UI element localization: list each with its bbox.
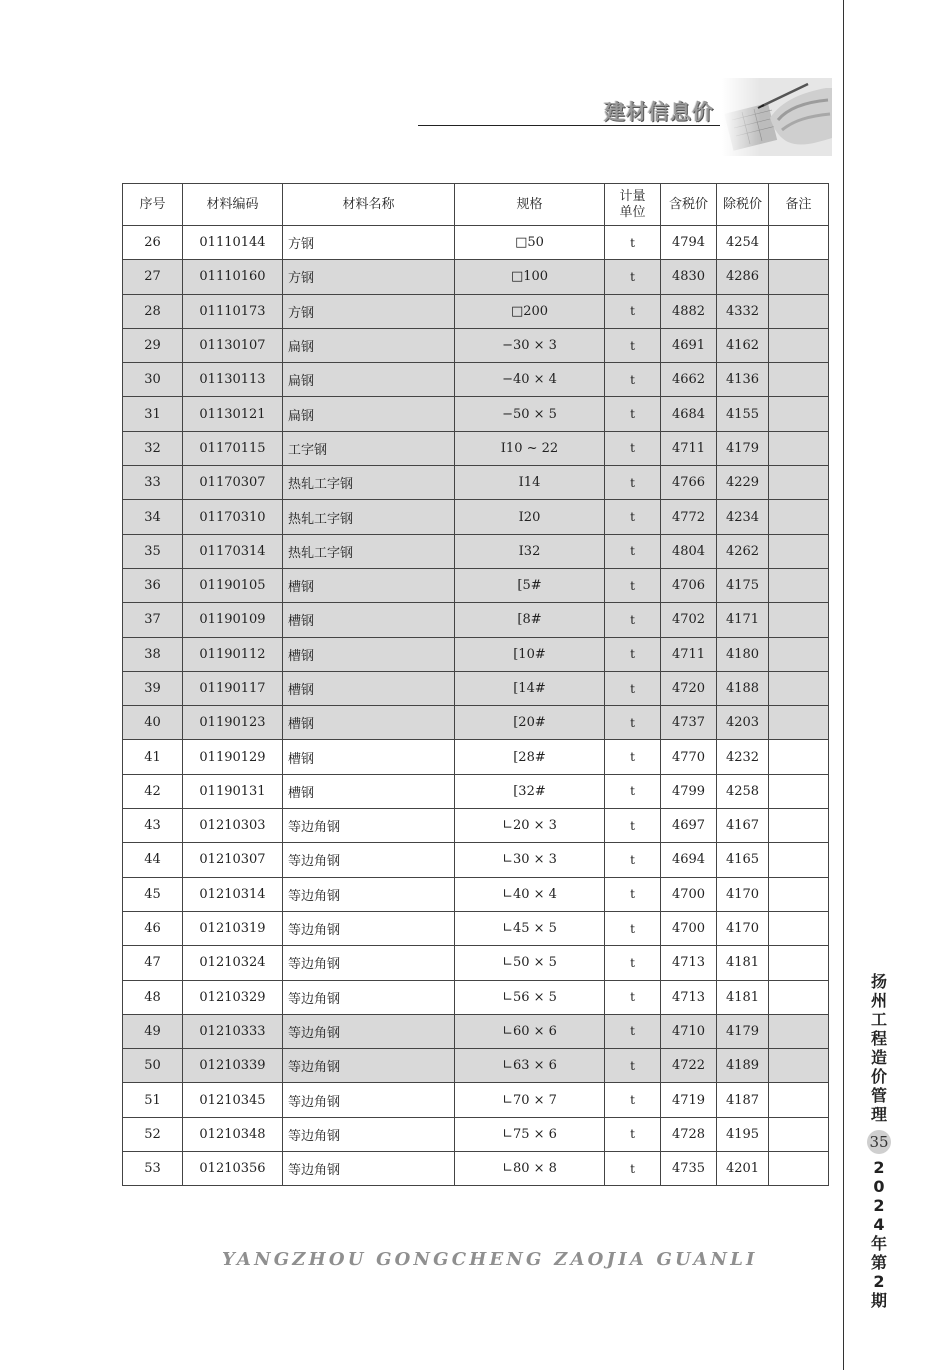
journal-footer: YANGZHOU GONGCHENG ZAOJIA GUANLI [222, 1249, 758, 1270]
cell-name: 工字钢 [283, 431, 455, 465]
cell-tax-price: 4713 [661, 980, 717, 1014]
table-row [123, 1083, 829, 1117]
cell-code: 01210319 [183, 911, 283, 945]
cell-spec: [32# [455, 774, 605, 808]
cell-notax-price: 4180 [717, 637, 769, 671]
cell-note [769, 500, 829, 534]
cell-note [769, 1049, 829, 1083]
cell-note [769, 1083, 829, 1117]
cell-notax-price: 4181 [717, 980, 769, 1014]
cell-unit: t [605, 706, 661, 740]
table-row [123, 500, 829, 534]
cell-name: 热轧工字钢 [283, 534, 455, 568]
cell-tax-price: 4706 [661, 568, 717, 602]
cell-code: 01210345 [183, 1083, 283, 1117]
cell-spec: ∟30 × 3 [455, 843, 605, 877]
cell-tax-price: 4702 [661, 603, 717, 637]
cell-tax-price: 4694 [661, 843, 717, 877]
cell-unit: t [605, 671, 661, 705]
cell-note [769, 740, 829, 774]
cell-no: 34 [123, 500, 183, 534]
cell-no: 37 [123, 603, 183, 637]
cell-name: 槽钢 [283, 637, 455, 671]
cell-note [769, 534, 829, 568]
cell-code: 01110144 [183, 226, 283, 260]
cell-no: 31 [123, 397, 183, 431]
cell-no: 26 [123, 226, 183, 260]
cell-name: 等边角钢 [283, 946, 455, 980]
cell-no: 49 [123, 1014, 183, 1048]
cell-note [769, 294, 829, 328]
cell-code: 01190109 [183, 603, 283, 637]
cell-name: 槽钢 [283, 774, 455, 808]
cell-unit: t [605, 328, 661, 362]
cell-note [769, 363, 829, 397]
cell-unit: t [605, 568, 661, 602]
cell-spec: [5# [455, 568, 605, 602]
cell-no: 29 [123, 328, 183, 362]
cell-unit: t [605, 1117, 661, 1151]
cell-name: 方钢 [283, 226, 455, 260]
table-row [123, 980, 829, 1014]
cell-spec: I32 [455, 534, 605, 568]
cell-no: 41 [123, 740, 183, 774]
cell-note [769, 980, 829, 1014]
header-unit: 计量 单位 [605, 184, 661, 226]
cell-note [769, 637, 829, 671]
cell-code: 01210307 [183, 843, 283, 877]
cell-spec: [14# [455, 671, 605, 705]
cell-tax-price: 4772 [661, 500, 717, 534]
cell-tax-price: 4830 [661, 260, 717, 294]
cell-no: 40 [123, 706, 183, 740]
cell-no: 52 [123, 1117, 183, 1151]
cell-notax-price: 4170 [717, 911, 769, 945]
cell-notax-price: 4187 [717, 1083, 769, 1117]
cell-tax-price: 4882 [661, 294, 717, 328]
table-row [123, 843, 829, 877]
cell-unit: t [605, 500, 661, 534]
cell-no: 45 [123, 877, 183, 911]
cell-code: 01210329 [183, 980, 283, 1014]
margin-rule [843, 0, 844, 1370]
cell-note [769, 431, 829, 465]
cell-unit: t [605, 534, 661, 568]
cell-notax-price: 4181 [717, 946, 769, 980]
cell-tax-price: 4691 [661, 328, 717, 362]
table-row [123, 1152, 829, 1186]
table-row [123, 774, 829, 808]
cell-spec: ∟63 × 6 [455, 1049, 605, 1083]
cell-name: 方钢 [283, 260, 455, 294]
cell-tax-price: 4700 [661, 877, 717, 911]
cell-code: 01210348 [183, 1117, 283, 1151]
header-note: 备注 [769, 184, 829, 226]
cell-unit: t [605, 946, 661, 980]
cell-name: 方钢 [283, 294, 455, 328]
cell-name: 等边角钢 [283, 1049, 455, 1083]
cell-name: 扁钢 [283, 328, 455, 362]
cell-code: 01170310 [183, 500, 283, 534]
cell-notax-price: 4286 [717, 260, 769, 294]
cell-unit: t [605, 1049, 661, 1083]
cell-name: 槽钢 [283, 568, 455, 602]
cell-tax-price: 4735 [661, 1152, 717, 1186]
cell-code: 01190123 [183, 706, 283, 740]
cell-no: 35 [123, 534, 183, 568]
cell-unit: t [605, 294, 661, 328]
table-header-row [123, 184, 829, 226]
cell-spec: [8# [455, 603, 605, 637]
cell-note [769, 328, 829, 362]
cell-no: 38 [123, 637, 183, 671]
cell-notax-price: 4189 [717, 1049, 769, 1083]
cell-tax-price: 4720 [661, 671, 717, 705]
table-row [123, 877, 829, 911]
table-row [123, 809, 829, 843]
cell-notax-price: 4188 [717, 671, 769, 705]
cell-note [769, 260, 829, 294]
cell-note [769, 671, 829, 705]
cell-code: 01190112 [183, 637, 283, 671]
cell-code: 01210303 [183, 809, 283, 843]
cell-tax-price: 4713 [661, 946, 717, 980]
table-row [123, 294, 829, 328]
cell-code: 01190129 [183, 740, 283, 774]
cell-unit: t [605, 363, 661, 397]
cell-no: 39 [123, 671, 183, 705]
cell-tax-price: 4662 [661, 363, 717, 397]
cell-no: 30 [123, 363, 183, 397]
cell-tax-price: 4804 [661, 534, 717, 568]
header-spec: 规格 [455, 184, 605, 226]
cell-notax-price: 4171 [717, 603, 769, 637]
table-row [123, 431, 829, 465]
cell-spec: [28# [455, 740, 605, 774]
cell-unit: t [605, 226, 661, 260]
cell-notax-price: 4179 [717, 1014, 769, 1048]
cell-tax-price: 4700 [661, 911, 717, 945]
cell-unit: t [605, 980, 661, 1014]
cell-tax-price: 4722 [661, 1049, 717, 1083]
header-name: 材料名称 [283, 184, 455, 226]
cell-spec: I10 ~ 22 [455, 431, 605, 465]
section-title: 建材信息价 [604, 100, 714, 124]
cell-code: 01190131 [183, 774, 283, 808]
cell-spec: −40 × 4 [455, 363, 605, 397]
cell-unit: t [605, 1152, 661, 1186]
table-row [123, 911, 829, 945]
cell-notax-price: 4234 [717, 500, 769, 534]
header-code: 材料编码 [183, 184, 283, 226]
table-row [123, 1014, 829, 1048]
cell-no: 51 [123, 1083, 183, 1117]
cell-note [769, 1014, 829, 1048]
cell-tax-price: 4719 [661, 1083, 717, 1117]
cell-no: 27 [123, 260, 183, 294]
cell-name: 等边角钢 [283, 809, 455, 843]
cell-notax-price: 4201 [717, 1152, 769, 1186]
cell-code: 01210339 [183, 1049, 283, 1083]
cell-no: 33 [123, 466, 183, 500]
cell-spec: ∟70 × 7 [455, 1083, 605, 1117]
cell-notax-price: 4155 [717, 397, 769, 431]
cell-spec: ∟20 × 3 [455, 809, 605, 843]
cell-notax-price: 4262 [717, 534, 769, 568]
cell-spec: ∟56 × 5 [455, 980, 605, 1014]
cell-no: 36 [123, 568, 183, 602]
cell-unit: t [605, 397, 661, 431]
cell-spec: I14 [455, 466, 605, 500]
cell-name: 等边角钢 [283, 1083, 455, 1117]
journal-name: 扬 州 工 程 造 价 管 理 [870, 972, 887, 1124]
header-rule [418, 125, 720, 126]
cell-code: 01210314 [183, 877, 283, 911]
cell-spec: ∟80 × 8 [455, 1152, 605, 1186]
cell-unit: t [605, 431, 661, 465]
cell-tax-price: 4766 [661, 466, 717, 500]
cell-spec: □50 [455, 226, 605, 260]
cell-no: 44 [123, 843, 183, 877]
cell-notax-price: 4229 [717, 466, 769, 500]
cell-name: 等边角钢 [283, 877, 455, 911]
cell-notax-price: 4232 [717, 740, 769, 774]
table-row [123, 397, 829, 431]
cell-notax-price: 4162 [717, 328, 769, 362]
cell-note [769, 877, 829, 911]
cell-no: 43 [123, 809, 183, 843]
cell-unit: t [605, 740, 661, 774]
cell-name: 等边角钢 [283, 843, 455, 877]
cell-name: 等边角钢 [283, 1117, 455, 1151]
cell-no: 47 [123, 946, 183, 980]
cell-tax-price: 4684 [661, 397, 717, 431]
cell-tax-price: 4737 [661, 706, 717, 740]
cell-notax-price: 4170 [717, 877, 769, 911]
cell-code: 01170115 [183, 431, 283, 465]
cell-no: 42 [123, 774, 183, 808]
cell-name: 槽钢 [283, 740, 455, 774]
table-row [123, 1049, 829, 1083]
cell-notax-price: 4203 [717, 706, 769, 740]
cell-spec: ∟50 × 5 [455, 946, 605, 980]
cell-unit: t [605, 1083, 661, 1117]
table-body [123, 226, 829, 1186]
table-row [123, 706, 829, 740]
table-row [123, 671, 829, 705]
cell-spec: ∟75 × 6 [455, 1117, 605, 1151]
cell-spec: −50 × 5 [455, 397, 605, 431]
cell-note [769, 568, 829, 602]
hand-with-pen-icon [722, 78, 832, 156]
cell-unit: t [605, 843, 661, 877]
cell-spec: □100 [455, 260, 605, 294]
cell-code: 01130107 [183, 328, 283, 362]
price-table [122, 183, 829, 1186]
cell-note [769, 226, 829, 260]
cell-notax-price: 4332 [717, 294, 769, 328]
cell-spec: −30 × 3 [455, 328, 605, 362]
cell-spec: ∟45 × 5 [455, 911, 605, 945]
cell-code: 01110160 [183, 260, 283, 294]
cell-code: 01210333 [183, 1014, 283, 1048]
table-row [123, 466, 829, 500]
cell-tax-price: 4770 [661, 740, 717, 774]
cell-notax-price: 4258 [717, 774, 769, 808]
cell-tax-price: 4794 [661, 226, 717, 260]
table-row [123, 568, 829, 602]
table-row [123, 946, 829, 980]
cell-tax-price: 4711 [661, 637, 717, 671]
cell-note [769, 809, 829, 843]
cell-name: 等边角钢 [283, 1152, 455, 1186]
cell-name: 扁钢 [283, 363, 455, 397]
cell-name: 等边角钢 [283, 911, 455, 945]
cell-name: 槽钢 [283, 603, 455, 637]
table-row [123, 260, 829, 294]
cell-name: 槽钢 [283, 706, 455, 740]
cell-tax-price: 4799 [661, 774, 717, 808]
cell-note [769, 843, 829, 877]
cell-code: 01190117 [183, 671, 283, 705]
cell-note [769, 946, 829, 980]
header-no: 序号 [123, 184, 183, 226]
cell-note [769, 706, 829, 740]
cell-notax-price: 4175 [717, 568, 769, 602]
cell-code: 01210324 [183, 946, 283, 980]
header-tax-price: 含税价 [661, 184, 717, 226]
journal-sidebar [866, 972, 892, 1310]
cell-unit: t [605, 877, 661, 911]
header-notax-price: 除税价 [717, 184, 769, 226]
cell-spec: ∟40 × 4 [455, 877, 605, 911]
cell-note [769, 1117, 829, 1151]
cell-notax-price: 4136 [717, 363, 769, 397]
table-row [123, 603, 829, 637]
cell-name: 等边角钢 [283, 980, 455, 1014]
cell-code: 01210356 [183, 1152, 283, 1186]
cell-code: 01170307 [183, 466, 283, 500]
cell-tax-price: 4710 [661, 1014, 717, 1048]
cell-no: 32 [123, 431, 183, 465]
cell-spec: [10# [455, 637, 605, 671]
cell-name: 热轧工字钢 [283, 500, 455, 534]
cell-unit: t [605, 637, 661, 671]
cell-spec: I20 [455, 500, 605, 534]
table-row [123, 226, 829, 260]
table-row [123, 740, 829, 774]
cell-spec: [20# [455, 706, 605, 740]
cell-note [769, 1152, 829, 1186]
cell-code: 01130121 [183, 397, 283, 431]
table-row [123, 328, 829, 362]
page-number: 35 [867, 1130, 891, 1154]
cell-unit: t [605, 809, 661, 843]
cell-spec: □200 [455, 294, 605, 328]
cell-notax-price: 4195 [717, 1117, 769, 1151]
cell-unit: t [605, 260, 661, 294]
cell-notax-price: 4254 [717, 226, 769, 260]
cell-note [769, 466, 829, 500]
cell-spec: ∟60 × 6 [455, 1014, 605, 1048]
cell-unit: t [605, 911, 661, 945]
cell-tax-price: 4697 [661, 809, 717, 843]
cell-note [769, 774, 829, 808]
cell-code: 01110173 [183, 294, 283, 328]
table-row [123, 363, 829, 397]
cell-code: 01190105 [183, 568, 283, 602]
issue-label: 2 0 2 4 年 第 2 期 [870, 1158, 887, 1310]
cell-name: 槽钢 [283, 671, 455, 705]
table-row [123, 1117, 829, 1151]
cell-no: 46 [123, 911, 183, 945]
cell-unit: t [605, 466, 661, 500]
cell-notax-price: 4179 [717, 431, 769, 465]
cell-name: 扁钢 [283, 397, 455, 431]
cell-no: 28 [123, 294, 183, 328]
cell-notax-price: 4165 [717, 843, 769, 877]
cell-notax-price: 4167 [717, 809, 769, 843]
cell-no: 48 [123, 980, 183, 1014]
cell-no: 53 [123, 1152, 183, 1186]
cell-no: 50 [123, 1049, 183, 1083]
cell-name: 等边角钢 [283, 1014, 455, 1048]
table-row [123, 637, 829, 671]
cell-note [769, 603, 829, 637]
cell-code: 01130113 [183, 363, 283, 397]
table-row [123, 534, 829, 568]
cell-name: 热轧工字钢 [283, 466, 455, 500]
cell-note [769, 911, 829, 945]
cell-unit: t [605, 1014, 661, 1048]
cell-note [769, 397, 829, 431]
cell-tax-price: 4711 [661, 431, 717, 465]
cell-tax-price: 4728 [661, 1117, 717, 1151]
cell-code: 01170314 [183, 534, 283, 568]
cell-unit: t [605, 603, 661, 637]
cell-unit: t [605, 774, 661, 808]
